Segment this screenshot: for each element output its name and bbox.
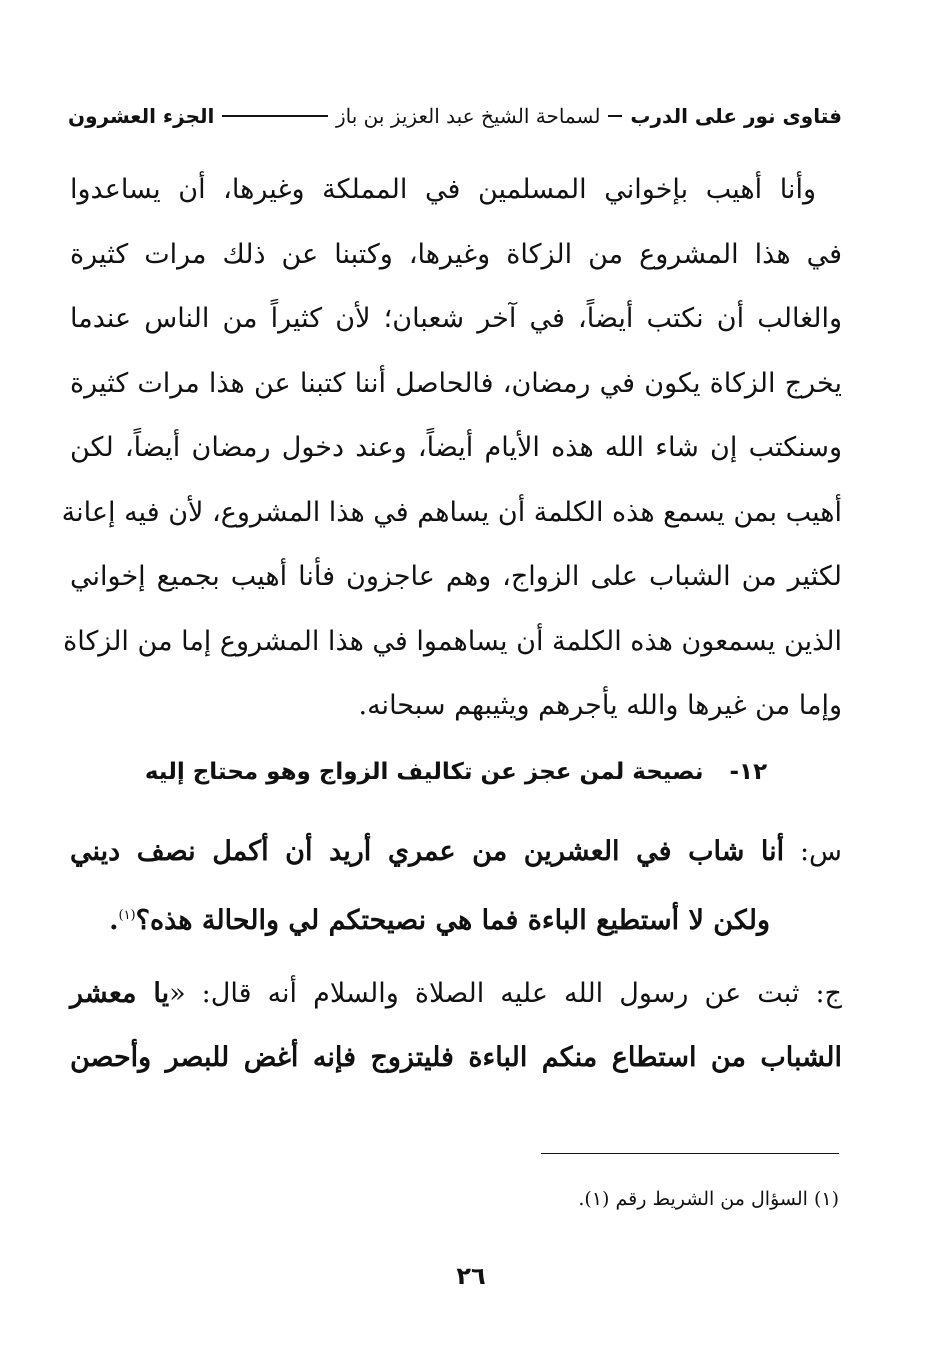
footnote-marker: (١) <box>118 908 136 923</box>
answer-text-2: الشباب من استطاع منكم الباءة فليتزوج فإنه أغض للبصر وأحصن <box>70 1042 842 1073</box>
footnote: (١) السؤال من الشريط رقم (١). <box>578 1188 839 1210</box>
running-header <box>68 96 842 136</box>
body-line: والغالب أن نكتب أيضاً، في آخر شعبان؛ لأن كثيراً من الناس عندما <box>70 303 842 334</box>
part-label: الجزء العشرون <box>68 104 215 128</box>
answer-hadith-start: يا معشر <box>70 978 170 1009</box>
question-prefix: س: <box>799 836 842 867</box>
body-line: لكثير من الشباب على الزواج، وهم عاجزون فأنا أهيب بجميع إخواني <box>70 561 842 592</box>
section-title: نصيحة لمن عجز عن تكاليف الزواج وهو محتاج إليه <box>144 759 704 785</box>
answer-line-1 <box>70 962 842 1026</box>
question-end: . <box>109 905 119 936</box>
question-line-2 <box>70 884 842 948</box>
footnote-rule <box>541 1153 839 1154</box>
body-line: وسنكتب إن شاء الله هذه الأيام أيضاً، وعند دخول رمضان أيضاً، لكن <box>70 432 842 463</box>
body-line: في هذا المشروع من الزكاة وغيرها، وكتبنا عن ذلك مرات كثيرة <box>70 238 842 270</box>
body-paragraph <box>61 158 842 739</box>
answer-text-1: ج: ثبت عن رسول الله عليه الصلاة والسلام أنه قال: « <box>169 978 842 1009</box>
body-line: الذين يسمعون هذه الكلمة أن يساهموا في هذا المشروع إما من الزكاة <box>63 625 842 657</box>
question-block <box>70 820 842 948</box>
book-title: فتاوى نور على الدرب <box>630 104 842 128</box>
author-name: لسماحة الشيخ عبد العزيز بن باز <box>336 104 601 128</box>
question-text-1: أنا شاب في العشرين من عمري أريد أن أكمل نصف ديني <box>70 836 785 867</box>
question-line-1 <box>70 820 842 884</box>
section-number: ١٢- <box>729 759 768 785</box>
body-line: وإما من غيرها والله يأجرهم ويثيبهم سبحانه. <box>358 690 842 721</box>
body-line: أهيب بمن يسمع هذه الكلمة أن يساهم في هذا المشروع، لأن فيه إعانة <box>61 496 842 528</box>
page-number: ٢٦ <box>456 1262 486 1290</box>
header-dash <box>608 115 622 117</box>
answer-block <box>70 962 842 1090</box>
header-rule <box>222 115 328 117</box>
answer-line-2 <box>70 1026 842 1090</box>
question-text-2: ولكن لا أستطيع الباءة فما هي نصيحتكم لي والحالة هذه؟ <box>135 905 770 936</box>
header-right <box>336 104 842 128</box>
body-line: وأنا أهيب بإخواني المسلمين في المملكة وغيرها، أن يساعدوا <box>70 174 816 205</box>
section-heading <box>70 752 842 792</box>
body-line: يخرج الزكاة يكون في رمضان، فالحاصل أننا كتبنا عن هذا مرات كثيرة <box>70 367 842 399</box>
